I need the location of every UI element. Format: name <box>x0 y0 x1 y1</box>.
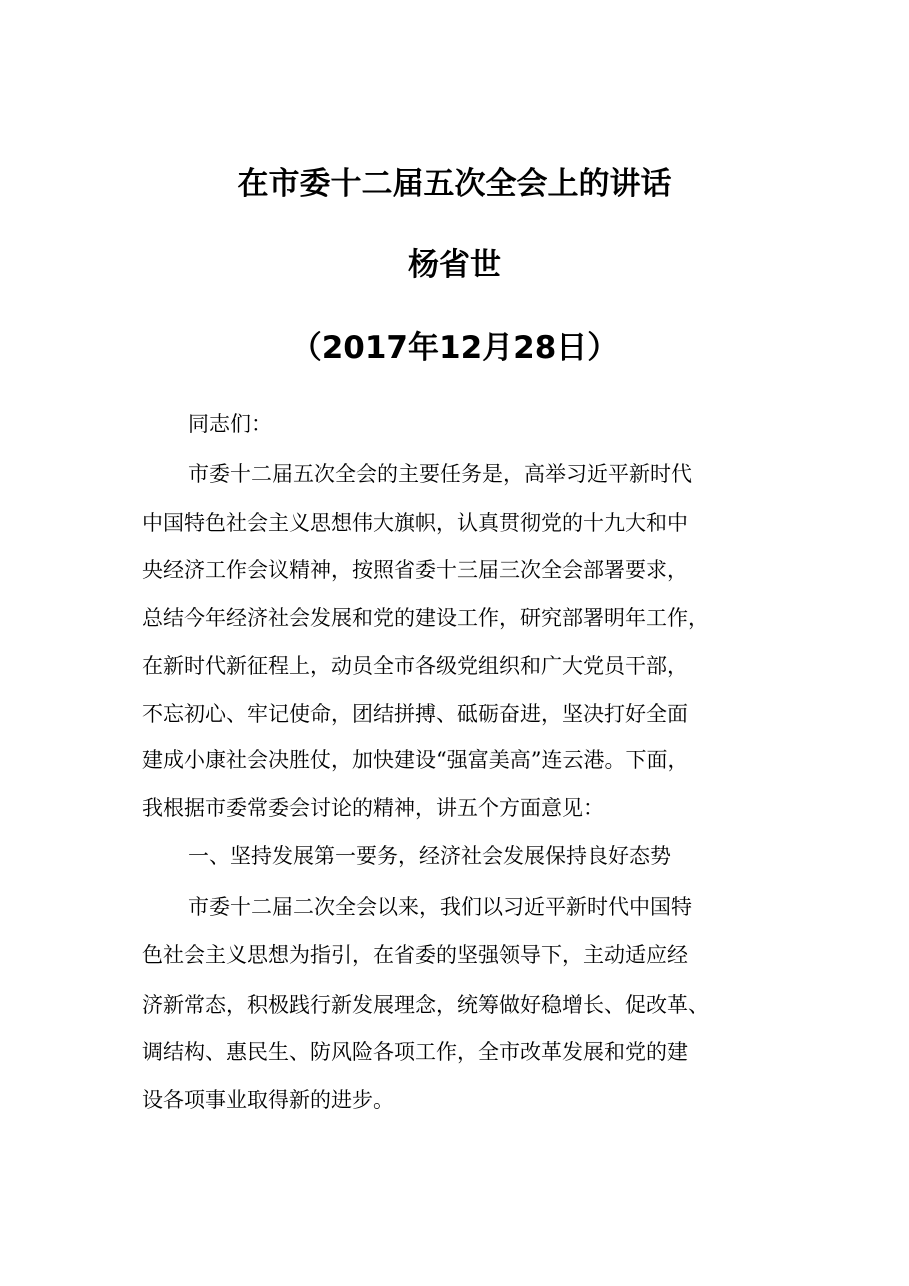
body-line: 济新常态，积极践行新发展理念，统筹做好稳增长、促改革、 <box>142 993 709 1017</box>
body-line: 央经济工作会议精神，按照省委十三届三次全会部署要求， <box>142 558 688 582</box>
body-line: 我根据市委常委会讨论的精神，讲五个方面意见： <box>142 796 604 820</box>
body-line: 总结今年经济社会发展和党的建设工作，研究部署明年工作， <box>142 606 709 630</box>
document-date: （2017年12月28日） <box>290 330 619 366</box>
body-line: 不忘初心、牢记使命，团结拼搏、砥砺奋进，坚决打好全面 <box>142 702 688 726</box>
document-title: 在市委十二届五次全会上的讲话 <box>237 166 672 202</box>
section-heading: 一、坚持发展第一要务，经济社会发展保持良好态势 <box>188 844 671 868</box>
body-line: 在新时代新征程上，动员全市各级党组织和广大党员干部， <box>142 654 688 678</box>
body-line: 市委十二届二次全会以来，我们以习近平新时代中国特 <box>188 895 692 919</box>
document-author: 杨省世 <box>408 247 501 283</box>
body-line: 中国特色社会主义思想伟大旗帜，认真贯彻党的十九大和中 <box>142 511 688 535</box>
salutation: 同志们： <box>188 412 272 436</box>
body-line: 色社会主义思想为指引，在省委的坚强领导下，主动适应经 <box>142 943 688 967</box>
body-line: 调结构、惠民生、防风险各项工作，全市改革发展和党的建 <box>142 1040 688 1064</box>
body-line: 市委十二届五次全会的主要任务是，高举习近平新时代 <box>188 462 692 486</box>
body-line: 建成小康社会决胜仗，加快建设“强富美高”连云港。下面， <box>142 748 689 772</box>
body-line: 设各项事业取得新的进步。 <box>142 1088 394 1112</box>
